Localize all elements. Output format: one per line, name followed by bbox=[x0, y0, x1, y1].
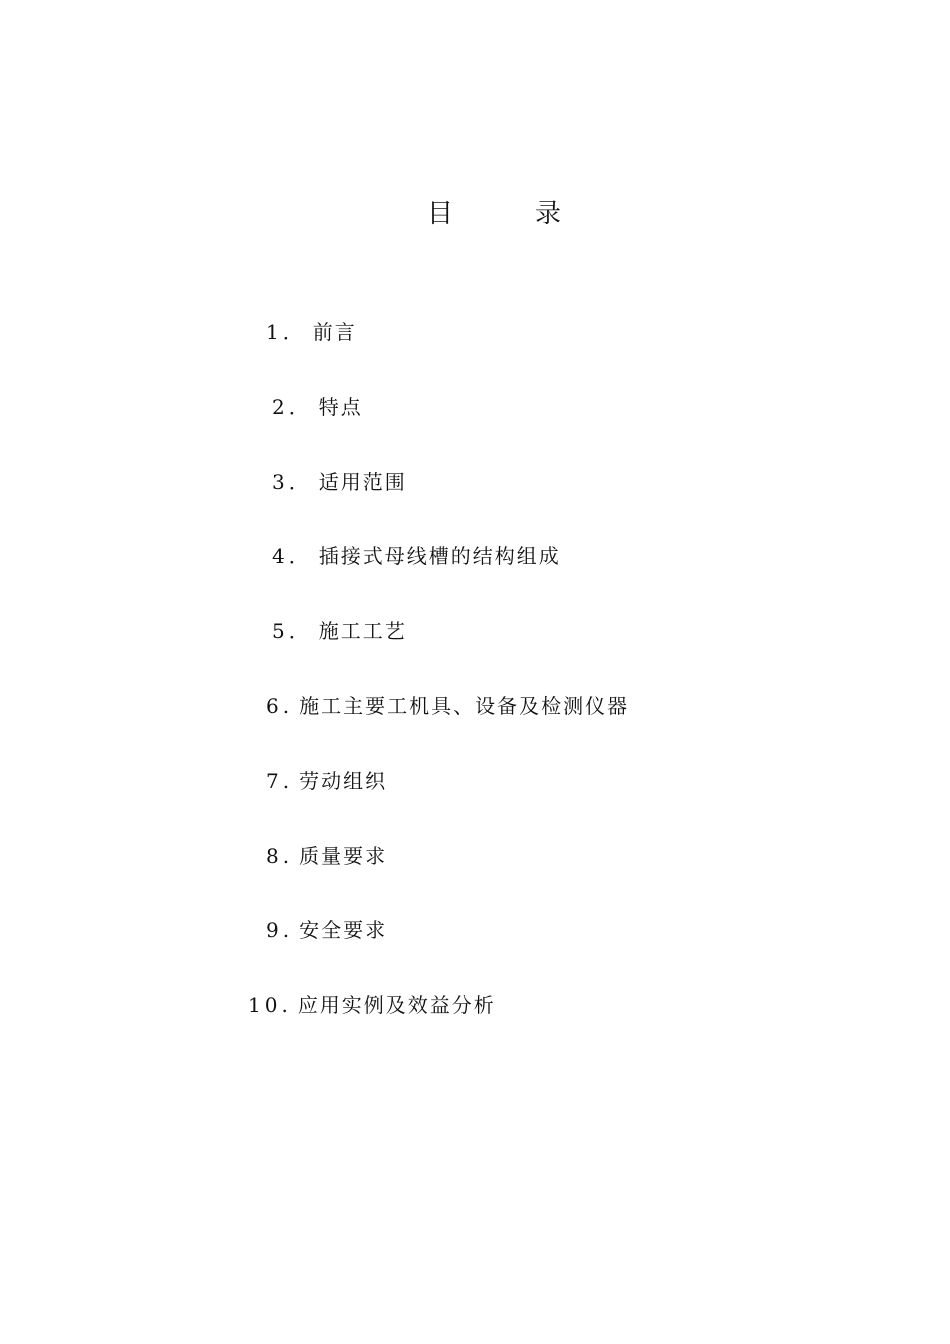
toc-item-text: 安全要求 bbox=[299, 918, 388, 942]
toc-item-8 bbox=[266, 842, 387, 870]
toc-item-text: 施工主要工机具、设备及检测仪器 bbox=[299, 694, 630, 718]
toc-item-text: 劳动组织 bbox=[299, 769, 388, 793]
toc-item-number: 10. bbox=[248, 993, 292, 1017]
title-char-2: 录 bbox=[535, 199, 562, 229]
toc-item-text: 适用范围 bbox=[318, 470, 407, 494]
toc-item-number: 7. bbox=[266, 769, 294, 793]
toc-item-text: 特点 bbox=[318, 395, 363, 419]
page-title bbox=[0, 196, 950, 236]
toc-item-3 bbox=[272, 468, 407, 496]
toc-item-number: 1． bbox=[266, 320, 307, 344]
toc-item-1 bbox=[266, 318, 357, 346]
toc-item-4 bbox=[272, 542, 561, 570]
toc-item-number: 6. bbox=[266, 694, 294, 718]
toc-item-text: 应用实例及效益分析 bbox=[297, 993, 496, 1017]
toc-item-number: 9. bbox=[266, 918, 294, 942]
toc-item-text: 施工工艺 bbox=[318, 619, 407, 643]
toc-item-7 bbox=[266, 767, 387, 795]
toc-item-text: 质量要求 bbox=[299, 844, 388, 868]
toc-item-5 bbox=[272, 617, 407, 645]
toc-item-2 bbox=[272, 393, 363, 421]
toc-item-text: 前言 bbox=[312, 320, 357, 344]
toc-item-number: 3． bbox=[272, 470, 313, 494]
toc-item-number: 8. bbox=[266, 844, 294, 868]
title-char-1: 目 bbox=[427, 199, 454, 229]
toc-item-6 bbox=[266, 692, 629, 720]
toc-item-number: 2． bbox=[272, 395, 313, 419]
toc-item-9 bbox=[266, 916, 387, 944]
toc-item-text: 插接式母线槽的结构组成 bbox=[318, 544, 561, 568]
toc-item-number: 5． bbox=[272, 619, 313, 643]
toc-item-number: 4． bbox=[272, 544, 313, 568]
toc-item-10 bbox=[248, 991, 496, 1019]
